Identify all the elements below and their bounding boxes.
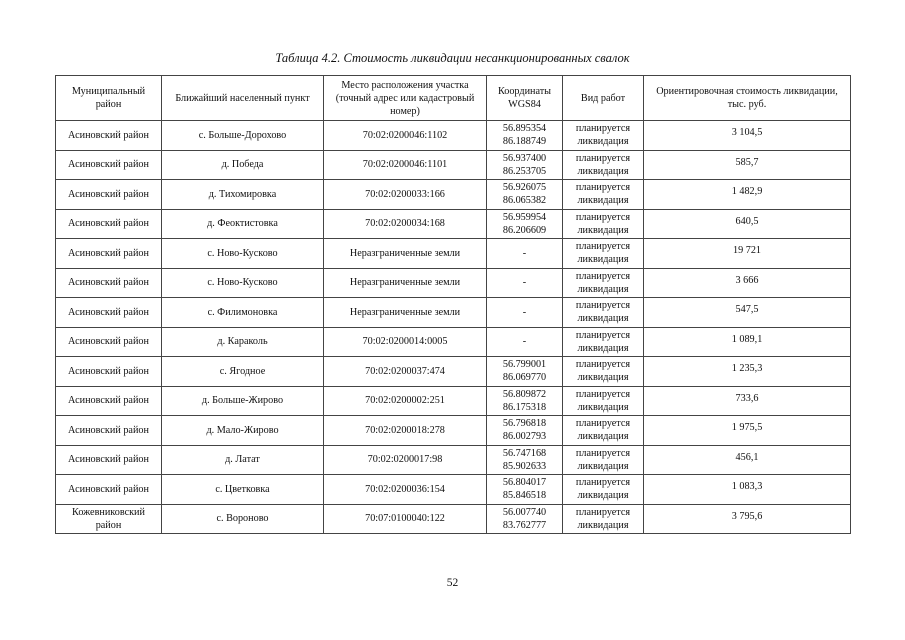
header-location: Место расположения участка (точный адрес или кадастровый номер) xyxy=(324,76,487,121)
table-row xyxy=(56,121,851,151)
cell-district xyxy=(56,386,162,416)
cell-settlement xyxy=(162,416,324,446)
cell-district xyxy=(56,268,162,298)
cell-coordinates-text: 86.065382 xyxy=(502,195,547,207)
cell-coordinates-text: 56.959954 xyxy=(502,211,547,223)
table-row xyxy=(56,416,851,446)
cell-work-type-text: планируется xyxy=(575,477,631,489)
cell-settlement-text: с. Ново-Кусково xyxy=(207,277,278,289)
cell-work-type-text: ликвидация xyxy=(577,372,629,384)
table-row xyxy=(56,298,851,328)
cell-district xyxy=(56,416,162,446)
cell-settlement xyxy=(162,268,324,298)
cell-location-text: Неразграниченные земли xyxy=(349,247,461,259)
cell-settlement xyxy=(162,445,324,475)
cell-cost xyxy=(644,445,851,475)
cell-settlement-text: д. Феоктистовка xyxy=(207,218,278,230)
cell-work-type-text: планируется xyxy=(575,152,631,164)
table-row xyxy=(56,445,851,475)
header-district: Муниципальный район xyxy=(56,76,162,121)
cell-district-text: Асиновский район xyxy=(68,306,149,318)
cell-location-text: 70:02:0200018:278 xyxy=(365,424,445,436)
cell-work-type xyxy=(563,445,644,475)
cell-work-type xyxy=(563,209,644,239)
cell-cost-text: 1 975,5 xyxy=(731,422,763,433)
cell-work-type xyxy=(563,180,644,210)
cell-settlement-text: д. Караколь xyxy=(217,336,268,348)
cell-work-type xyxy=(563,268,644,298)
cell-work-type-text: ликвидация xyxy=(577,342,629,354)
cell-work-type xyxy=(563,475,644,505)
cell-coordinates-text: 86.175318 xyxy=(502,401,547,413)
cell-cost-text: 3 666 xyxy=(735,274,759,286)
cell-coordinates xyxy=(487,150,563,180)
cell-district xyxy=(56,180,162,210)
cell-work-type-text: ликвидация xyxy=(577,431,629,443)
cell-work-type-text: ликвидация xyxy=(577,401,629,413)
cell-cost-text: 1 089,1 xyxy=(731,333,763,345)
table-header-row xyxy=(56,76,851,121)
cell-work-type-text: ликвидация xyxy=(577,283,629,295)
cell-district-text: Асиновский район xyxy=(68,277,149,289)
cell-coordinates-text: 86.253705 xyxy=(502,165,547,177)
cell-district xyxy=(56,298,162,328)
cell-coordinates-text: - xyxy=(522,277,527,289)
cell-work-type-text: ликвидация xyxy=(577,195,629,207)
cell-location-text: 70:02:0200037:474 xyxy=(365,365,445,377)
cell-coordinates-text: - xyxy=(522,336,527,348)
cell-district-text: Асиновский район xyxy=(68,424,149,436)
cell-settlement-text: с. Вороново xyxy=(216,513,269,525)
cell-settlement-text: с. Цветковка xyxy=(215,483,270,495)
header-settlement: Ближайший населенный пункт xyxy=(162,76,324,121)
cell-coordinates-text: 85.846518 xyxy=(502,490,547,502)
cell-coordinates-text: 86.002793 xyxy=(502,431,547,443)
cell-settlement xyxy=(162,239,324,269)
cell-cost xyxy=(644,386,851,416)
cell-location-text: 70:02:0200017:98 xyxy=(367,454,443,466)
cell-work-type xyxy=(563,357,644,387)
cell-location xyxy=(324,298,487,328)
table-row xyxy=(56,268,851,298)
cell-settlement-text: с. Филимоновка xyxy=(207,306,278,318)
cell-location-text: 70:02:0200033:166 xyxy=(365,188,445,200)
cell-cost xyxy=(644,475,851,505)
cell-cost-text: 1 235,3 xyxy=(731,363,763,374)
cell-coordinates xyxy=(487,504,563,534)
table-row xyxy=(56,504,851,534)
cell-coordinates xyxy=(487,475,563,505)
cell-district-text: Асиновский район xyxy=(68,483,149,495)
cell-work-type-text: планируется xyxy=(575,211,631,223)
cell-coordinates xyxy=(487,239,563,269)
cell-district xyxy=(56,327,162,357)
cell-cost-text: 456,1 xyxy=(735,451,759,463)
cell-location xyxy=(324,268,487,298)
cell-coordinates-text: 56.926075 xyxy=(502,182,547,194)
table-row xyxy=(56,475,851,505)
cell-location-text: 70:02:0200002:251 xyxy=(365,395,445,407)
cell-coordinates xyxy=(487,298,563,328)
cell-coordinates xyxy=(487,268,563,298)
cell-coordinates-text: 56.799001 xyxy=(502,359,547,371)
cell-work-type xyxy=(563,504,644,534)
cell-location xyxy=(324,121,487,151)
cell-location xyxy=(324,209,487,239)
cell-settlement xyxy=(162,475,324,505)
cell-district-text: Асиновский район xyxy=(68,336,149,348)
table-caption: Таблица 4.2. Стоимость ликвидации несанкционированных свалок xyxy=(275,51,630,65)
cell-settlement-text: д. Мало-Жирово xyxy=(206,424,279,436)
cell-settlement-text: с. Больше-Дорохово xyxy=(198,129,287,141)
cell-district xyxy=(56,150,162,180)
cell-coordinates-text: 56.747168 xyxy=(502,447,547,459)
cell-work-type-text: ликвидация xyxy=(577,254,629,266)
cell-work-type-text: планируется xyxy=(575,418,631,430)
cell-settlement-text: д. Больше-Жирово xyxy=(201,395,284,407)
cell-coordinates xyxy=(487,180,563,210)
cell-location xyxy=(324,386,487,416)
cell-cost xyxy=(644,268,851,298)
cell-coordinates-text: - xyxy=(522,306,527,318)
cell-work-type-text: ликвидация xyxy=(577,313,629,325)
cell-work-type xyxy=(563,239,644,269)
cell-settlement xyxy=(162,209,324,239)
cell-work-type-text: планируется xyxy=(575,506,631,518)
cell-district xyxy=(56,209,162,239)
cell-work-type-text: ликвидация xyxy=(577,519,629,531)
cell-location xyxy=(324,416,487,446)
cell-cost-text: 19 721 xyxy=(732,245,761,256)
cell-location-text: 70:02:0200046:1102 xyxy=(362,129,448,141)
table-row xyxy=(56,150,851,180)
cell-work-type xyxy=(563,386,644,416)
cell-cost xyxy=(644,416,851,446)
cell-district-text: Асиновский район xyxy=(68,454,149,466)
cell-cost xyxy=(644,298,851,328)
cell-cost-text: 640,5 xyxy=(735,215,759,227)
cell-cost xyxy=(644,357,851,387)
cell-cost-text: 733,6 xyxy=(735,392,759,404)
cell-location xyxy=(324,150,487,180)
cell-work-type-text: планируется xyxy=(575,388,631,400)
cell-settlement xyxy=(162,121,324,151)
cell-cost-text: 547,5 xyxy=(735,304,759,315)
cell-work-type xyxy=(563,150,644,180)
cell-district-text: Асиновский район xyxy=(68,188,149,200)
cell-work-type-text: планируется xyxy=(575,123,631,135)
table-row xyxy=(56,209,851,239)
cell-work-type-text: ликвидация xyxy=(577,460,629,472)
cell-settlement-text: д. Латат xyxy=(225,454,260,466)
cell-cost-text: 3 104,5 xyxy=(731,127,763,138)
cell-district xyxy=(56,475,162,505)
cell-coordinates xyxy=(487,445,563,475)
header-work-type: Вид работ xyxy=(563,76,644,121)
cell-coordinates-text: 56.007740 xyxy=(502,506,547,518)
cell-location-text: 70:02:0200036:154 xyxy=(365,483,445,495)
cell-work-type-text: планируется xyxy=(575,182,631,194)
cell-work-type-text: планируется xyxy=(575,447,631,459)
cell-district-text: Асиновский район xyxy=(68,395,149,407)
cell-coordinates-text: 56.804017 xyxy=(502,477,547,489)
cell-coordinates xyxy=(487,327,563,357)
cell-district-text: Асиновский район xyxy=(68,218,149,230)
cell-settlement-text: с. Ягодное xyxy=(219,365,266,377)
table-row xyxy=(56,180,851,210)
cell-settlement xyxy=(162,504,324,534)
cell-district xyxy=(56,504,162,534)
cell-cost xyxy=(644,327,851,357)
cell-cost xyxy=(644,150,851,180)
cell-coordinates-text: 56.796818 xyxy=(502,418,547,430)
cell-coordinates-text: 56.937400 xyxy=(502,152,547,164)
cell-location-text: 70:07:0100040:122 xyxy=(365,513,445,525)
cell-work-type-text: ликвидация xyxy=(577,136,629,148)
cell-work-type-text: ликвидация xyxy=(577,165,629,177)
cell-coordinates-text: 85.902633 xyxy=(502,460,547,472)
cell-coordinates-text: 86.069770 xyxy=(502,372,547,384)
cell-coordinates xyxy=(487,386,563,416)
cell-cost xyxy=(644,121,851,151)
liquidation-cost-table xyxy=(55,75,851,534)
cell-work-type-text: планируется xyxy=(575,329,631,341)
cell-location xyxy=(324,180,487,210)
cell-cost-text: 585,7 xyxy=(735,156,759,168)
cell-settlement xyxy=(162,150,324,180)
cell-work-type-text: планируется xyxy=(575,270,631,282)
cell-cost xyxy=(644,239,851,269)
cell-coordinates-text: 86.206609 xyxy=(502,224,547,236)
cell-settlement xyxy=(162,327,324,357)
cell-coordinates-text: 83.762777 xyxy=(502,519,547,531)
cell-district xyxy=(56,121,162,151)
cell-coordinates-text: 86.188749 xyxy=(502,136,547,148)
cell-location xyxy=(324,327,487,357)
table-row xyxy=(56,357,851,387)
table-row xyxy=(56,386,851,416)
cell-location xyxy=(324,239,487,269)
cell-district xyxy=(56,445,162,475)
cell-coordinates xyxy=(487,209,563,239)
cell-coordinates xyxy=(487,121,563,151)
cell-location xyxy=(324,357,487,387)
cell-location xyxy=(324,504,487,534)
cell-work-type xyxy=(563,121,644,151)
table-row xyxy=(56,239,851,269)
cell-location-text: 70:02:0200046:1101 xyxy=(362,159,448,171)
cell-district xyxy=(56,239,162,269)
cell-district-text: Асиновский район xyxy=(68,159,149,171)
cell-work-type-text: планируется xyxy=(575,241,631,253)
cell-district-text: Кожевниковский район xyxy=(72,506,145,531)
cell-work-type xyxy=(563,416,644,446)
cell-location-text: Неразграниченные земли xyxy=(349,306,461,318)
cell-location xyxy=(324,475,487,505)
cell-cost xyxy=(644,180,851,210)
cell-district xyxy=(56,357,162,387)
cell-cost xyxy=(644,209,851,239)
cell-work-type-text: ликвидация xyxy=(577,224,629,236)
cell-location-text: 70:02:0200034:168 xyxy=(365,218,445,230)
cell-settlement xyxy=(162,180,324,210)
cell-coordinates xyxy=(487,357,563,387)
cell-location xyxy=(324,445,487,475)
cell-work-type xyxy=(563,327,644,357)
cell-cost-text: 1 083,3 xyxy=(731,481,763,492)
cell-coordinates-text: 56.895354 xyxy=(502,123,547,135)
cell-coordinates-text: 56.809872 xyxy=(502,388,547,400)
cell-settlement-text: д. Тихомировка xyxy=(208,188,277,200)
cell-cost xyxy=(644,504,851,534)
cell-location-text: Неразграниченные земли xyxy=(349,277,461,289)
cell-district-text: Асиновский район xyxy=(68,247,149,259)
cell-coordinates xyxy=(487,416,563,446)
cell-work-type xyxy=(563,298,644,328)
cell-district-text: Асиновский район xyxy=(68,365,149,377)
cell-cost-text: 1 482,9 xyxy=(731,186,763,197)
cell-location-text: 70:02:0200014:0005 xyxy=(362,336,448,348)
cell-settlement-text: с. Ново-Кусково xyxy=(207,247,278,259)
cell-settlement xyxy=(162,357,324,387)
cell-cost-text: 3 795,6 xyxy=(731,510,763,522)
cell-settlement xyxy=(162,386,324,416)
page-number: 52 xyxy=(446,577,459,589)
cell-work-type-text: ликвидация xyxy=(577,490,629,502)
cell-work-type-text: планируется xyxy=(575,300,631,312)
cell-work-type-text: планируется xyxy=(575,359,631,371)
cell-coordinates-text: - xyxy=(522,247,527,259)
cell-district-text: Асиновский район xyxy=(68,129,149,141)
header-coordinates: Координаты WGS84 xyxy=(487,76,563,121)
cell-settlement xyxy=(162,298,324,328)
cell-settlement-text: д. Победа xyxy=(221,159,264,171)
header-cost: Ориентировочная стоимость ликвидации, тыс. руб. xyxy=(644,76,851,121)
table-row xyxy=(56,327,851,357)
